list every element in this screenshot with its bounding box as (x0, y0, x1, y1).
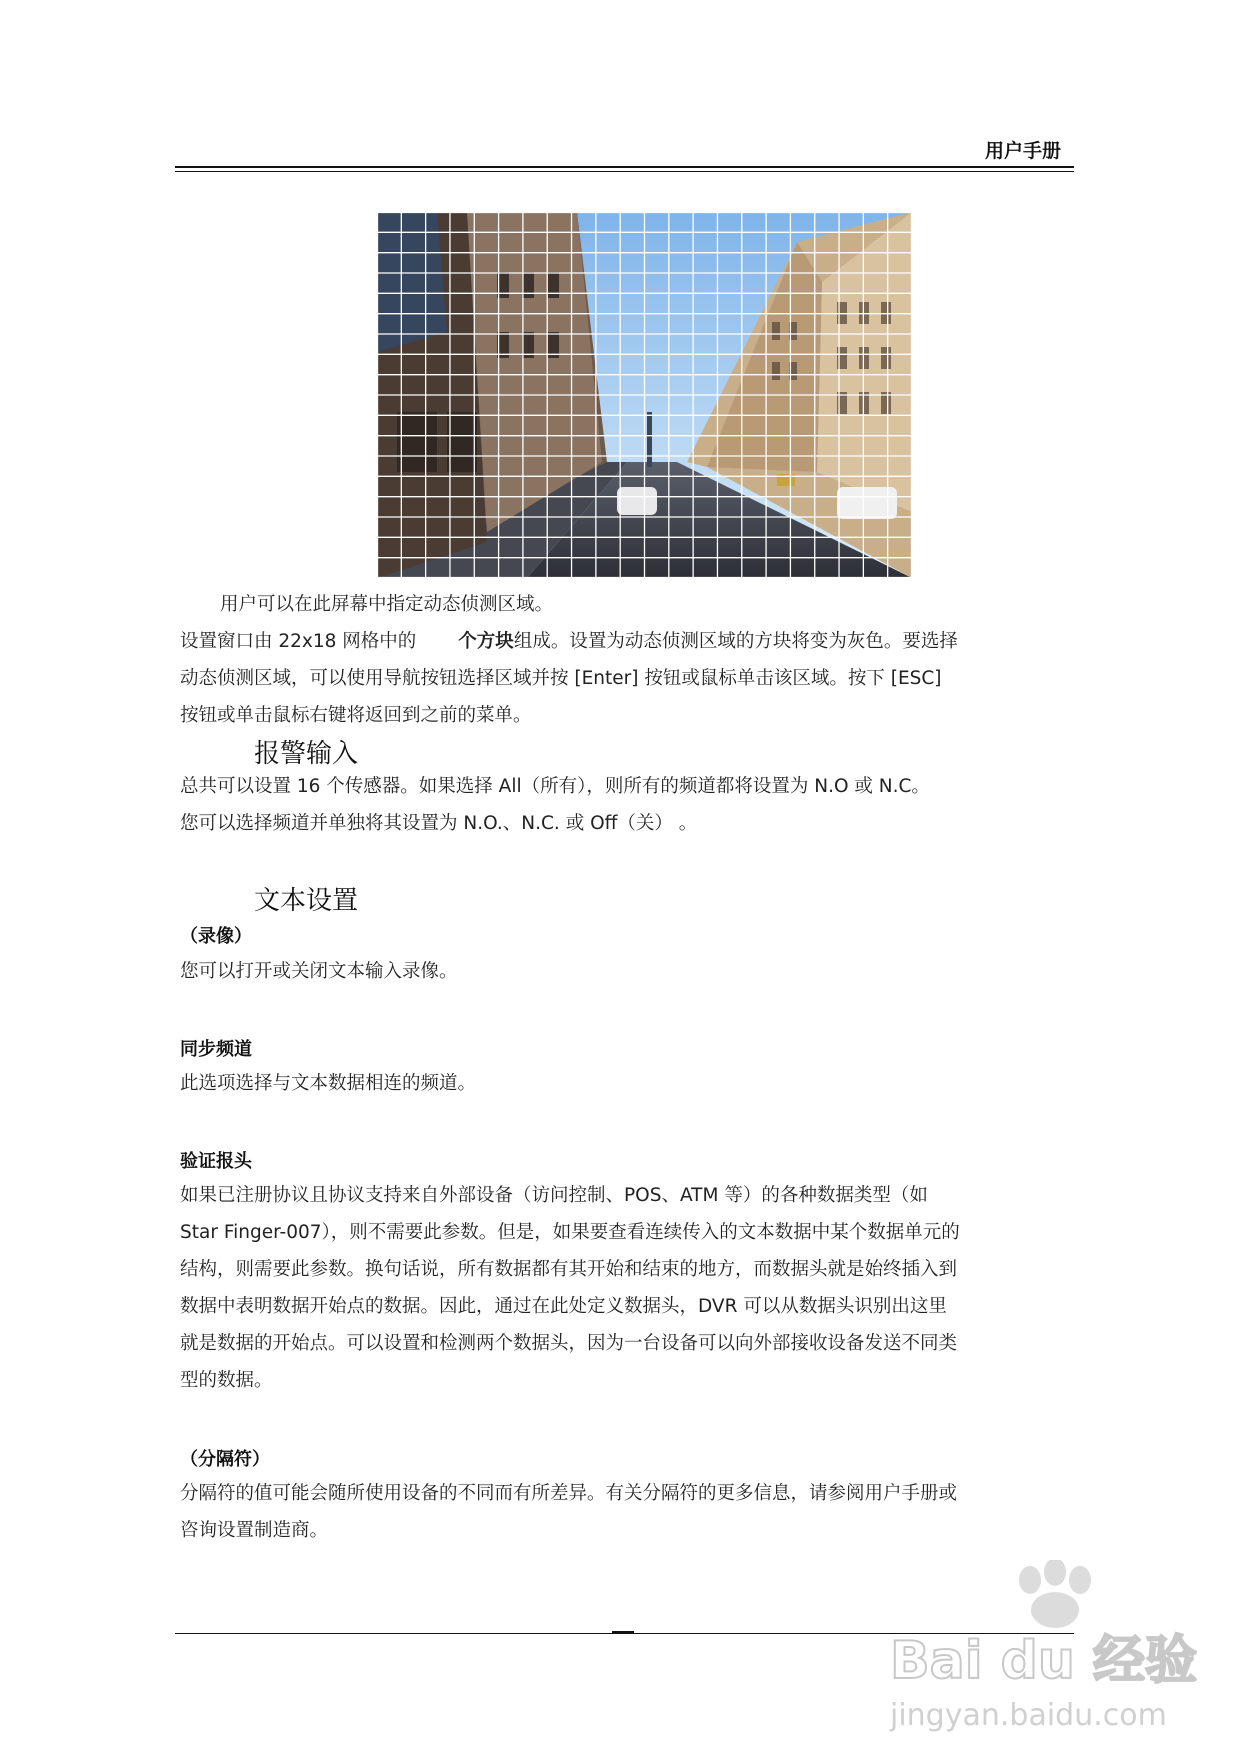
sync-text: 此选项选择与文本数据相连的频道。 (180, 1073, 477, 1094)
separator-heading: （分隔符） (180, 1449, 270, 1470)
section-title-text-settings: 文本设置 (254, 886, 359, 916)
motion-line1-bold: 个方块 (458, 631, 514, 652)
section-title-alarm: 报警输入 (254, 739, 359, 769)
baidu-watermark (880, 1560, 1200, 1740)
alarm-line: 总共可以设置 16 个传感器。如果选择 All（所有），则所有的频道都将设置为 N.O 或 N.C。 (180, 776, 930, 797)
watermark-url: jingyan.baidu.com (890, 1698, 1167, 1733)
header-heading: 验证报头 (180, 1151, 252, 1172)
street-photo (377, 212, 912, 578)
header-rule-thin (175, 171, 1074, 172)
separator-line: 咨询设置制造商。 (180, 1520, 329, 1541)
motion-paragraph-line: 动态侦测区域，可以使用导航按钮选择区域并按 [Enter] 按钮或鼠标单击该区域。按下 [ESC] (180, 668, 942, 689)
motion-line1-a: 设置窗口由 22x18 网格中的 (180, 631, 417, 652)
motion-line1-b: 组成。设置为动态侦测区域的方块将变为灰色。要选择 (513, 631, 958, 652)
motion-paragraph-line (180, 623, 1070, 660)
watermark-brand: Bai du 经验 (890, 1631, 1197, 1691)
record-text: 您可以打开或关闭文本输入录像。 (180, 961, 458, 982)
header-line: 型的数据。 (180, 1370, 273, 1391)
header-line: Star Finger-007），则不需要此参数。但是，如果要查看连续传入的文本数据中某个数据单元的 (180, 1222, 960, 1243)
sync-heading: 同步频道 (180, 1039, 252, 1060)
header-rule (175, 166, 1074, 168)
header-line: 数据中表明数据开始点的数据。因此，通过在此处定义数据头，DVR 可以从数据头识别出这里 (180, 1296, 947, 1317)
page-header-title: 用户手册 (985, 140, 1062, 162)
header-line: 结构，则需要此参数。换句话说，所有数据都有其开始和结束的地方，而数据头就是始终插入到 (180, 1259, 958, 1280)
motion-paragraph-line: 按钮或单击鼠标右键将返回到之前的菜单。 (180, 705, 532, 726)
paw-icon (880, 1560, 1200, 1740)
separator-line: 分隔符的值可能会随所使用设备的不同而有所差异。有关分隔符的更多信息，请参阅用户手册或 (180, 1483, 958, 1504)
motion-caption: 用户可以在此屏幕中指定动态侦测区域。 (220, 594, 554, 615)
header-line: 就是数据的开始点。可以设置和检测两个数据头，因为一台设备可以向外部接收设备发送不同类 (180, 1333, 958, 1354)
motion-grid-image (377, 212, 912, 578)
header-line: 如果已注册协议且协议支持来自外部设备（访问控制、POS、ATM 等）的各种数据类型（如 (180, 1185, 928, 1206)
alarm-line: 您可以选择频道并单独将其设置为 N.O.、N.C. 或 Off（关） 。 (180, 813, 698, 834)
page-number-mark (612, 1631, 634, 1633)
record-heading: （录像） (180, 926, 252, 947)
